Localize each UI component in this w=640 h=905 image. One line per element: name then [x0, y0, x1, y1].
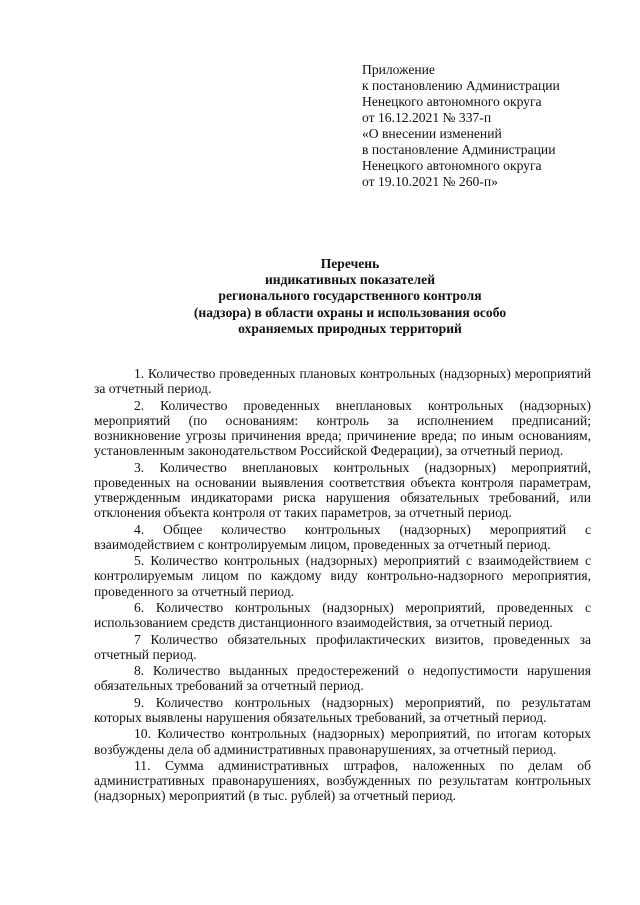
header-line: от 16.12.2021 № 337-п [362, 110, 492, 125]
list-item: 9. Количество контрольных (надзорных) мероприятий, по результатам которых выявлены нарушения обязательных требований, за отчетный период. [94, 694, 591, 725]
list-item: 2. Количество проведенных внеплановых контрольных (надзорных) мероприятий (по основаниям: контроль за исполнением предписаний; возникновение угрозы причинения вреда; причинение вреда; по иным основаниям, установленным законодательством Российской Федерации), за отчетный период. [94, 397, 591, 459]
header-line: к постановлению Администрации [362, 78, 560, 93]
title-line: охраняемых природных территорий [238, 320, 462, 336]
list-item: 5. Количество контрольных (надзорных) мероприятий с взаимодействием с контролируемым лицом по каждому виду контрольно-надзорного мероприятия, проведенного за отчетный период. [94, 553, 591, 599]
title-line: (надзора) в области охраны и использования особо [193, 304, 507, 320]
list-item: 10. Количество контрольных (надзорных) мероприятий, по итогам которых возбуждены дела об административных правонарушениях, за отчетный период. [94, 726, 591, 757]
header-line: Ненецкого автономного округа [362, 158, 542, 173]
indicator-list [94, 366, 591, 805]
header-line: Ненецкого автономного округа [362, 94, 542, 109]
title-line: Перечень [320, 256, 380, 271]
header-line: в постановление Администрации [362, 142, 556, 157]
list-item: 3. Количество внеплановых контрольных (надзорных) мероприятий, проведенных на основании выявления соответствия объекта контроля параметрам, утвержденным индикаторами риска нарушения обязательных требований, или отклонения объекта контроля от таких параметров, за отчетный период. [94, 459, 591, 521]
list-item: 4. Общее количество контрольных (надзорных) мероприятий с взаимодействием с контролируемым лицом, проведенных за отчетный период. [94, 521, 591, 552]
list-item: 6. Количество контрольных (надзорных) мероприятий, проведенных с использованием средств дистанционного взаимодействия, за отчетный период. [94, 599, 591, 631]
header-line: от 19.10.2021 № 260-п» [362, 174, 498, 189]
title-line: индикативных показателей [264, 272, 436, 288]
header-line: Приложение [362, 62, 435, 77]
list-item: 8. Количество выданных предостережений о недопустимости нарушения обязательных требований за отчетный период. [94, 663, 591, 694]
attachment-header [362, 62, 622, 190]
list-item: 7 Количество обязательных профилактических визитов, проведенных за отчетный период. [94, 631, 591, 662]
title-line: регионального государственного контроля [218, 288, 482, 304]
list-item: 1. Количество проведенных плановых контрольных (надзорных) мероприятий за отчетный период. [94, 366, 591, 397]
document-title [60, 256, 640, 337]
list-item: 11. Сумма административных штрафов, наложенных по делам об административных правонарушениях, возбужденных по результатам контрольных (надзорных) мероприятий (в тыс. рублей) за отчетный период. [94, 757, 591, 804]
header-line: «О внесении изменений [362, 126, 502, 141]
